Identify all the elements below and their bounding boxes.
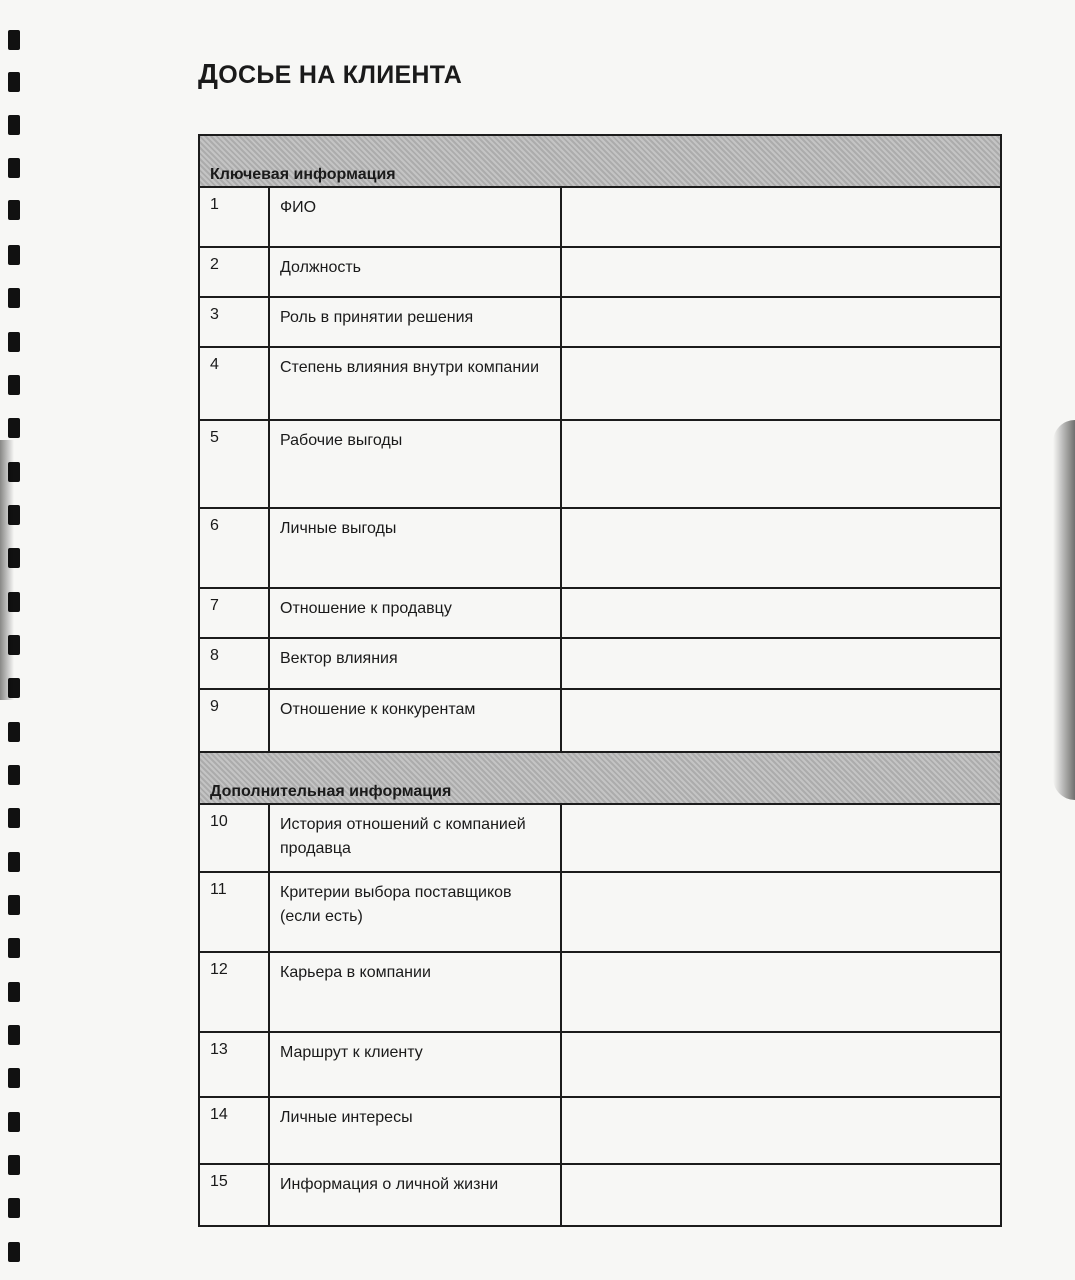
row-value-field[interactable] xyxy=(561,420,1001,508)
row-number: 7 xyxy=(199,588,269,638)
row-value-field[interactable] xyxy=(561,588,1001,638)
row-value-field[interactable] xyxy=(561,187,1001,247)
row-value-field[interactable] xyxy=(561,689,1001,752)
page-curl-shadow-left xyxy=(0,440,14,700)
table-row xyxy=(199,420,1001,508)
row-number: 6 xyxy=(199,508,269,588)
table-row xyxy=(199,247,1001,297)
row-label: Личные интересы xyxy=(269,1097,561,1164)
row-value-field[interactable] xyxy=(561,804,1001,872)
table-row xyxy=(199,1164,1001,1226)
table-row xyxy=(199,1097,1001,1164)
row-number: 4 xyxy=(199,347,269,420)
row-number: 12 xyxy=(199,952,269,1032)
table-row xyxy=(199,1032,1001,1097)
row-number: 5 xyxy=(199,420,269,508)
row-value-field[interactable] xyxy=(561,347,1001,420)
row-value-field[interactable] xyxy=(561,638,1001,689)
table-row xyxy=(199,297,1001,347)
row-label: Отношение к продавцу xyxy=(269,588,561,638)
table-row xyxy=(199,952,1001,1032)
row-number: 3 xyxy=(199,297,269,347)
section-title: Ключевая информация xyxy=(199,135,1001,187)
row-number: 10 xyxy=(199,804,269,872)
row-label: Роль в принятии решения xyxy=(269,297,561,347)
table-row xyxy=(199,187,1001,247)
section-header-additional xyxy=(199,752,1001,804)
row-number: 1 xyxy=(199,187,269,247)
row-label: Карьера в компании xyxy=(269,952,561,1032)
table-row xyxy=(199,508,1001,588)
row-label: Информация о личной жизни xyxy=(269,1164,561,1226)
row-label: Критерии выбора поставщиков (если есть) xyxy=(269,872,561,952)
row-value-field[interactable] xyxy=(561,952,1001,1032)
row-number: 8 xyxy=(199,638,269,689)
row-label: Отношение к конкурентам xyxy=(269,689,561,752)
row-number: 2 xyxy=(199,247,269,297)
row-value-field[interactable] xyxy=(561,1097,1001,1164)
section-title: Дополнительная информация xyxy=(199,752,1001,804)
table-row xyxy=(199,872,1001,952)
row-label: Степень влияния внутри компании xyxy=(269,347,561,420)
row-label: Личные выгоды xyxy=(269,508,561,588)
row-number: 9 xyxy=(199,689,269,752)
table-row xyxy=(199,804,1001,872)
row-value-field[interactable] xyxy=(561,297,1001,347)
row-number: 14 xyxy=(199,1097,269,1164)
table-row xyxy=(199,638,1001,689)
row-number: 11 xyxy=(199,872,269,952)
row-value-field[interactable] xyxy=(561,247,1001,297)
table-row xyxy=(199,588,1001,638)
page-title: ДОСЬЕ НА КЛИЕНТА xyxy=(198,58,463,89)
table-row xyxy=(199,689,1001,752)
section-header-key xyxy=(199,135,1001,187)
row-label: История отношений с компанией продавца xyxy=(269,804,561,872)
row-label: Должность xyxy=(269,247,561,297)
row-number: 15 xyxy=(199,1164,269,1226)
row-value-field[interactable] xyxy=(561,872,1001,952)
row-label: ФИО xyxy=(269,187,561,247)
row-number: 13 xyxy=(199,1032,269,1097)
page-curl-shadow-right xyxy=(1053,420,1075,800)
row-value-field[interactable] xyxy=(561,508,1001,588)
row-value-field[interactable] xyxy=(561,1032,1001,1097)
row-value-field[interactable] xyxy=(561,1164,1001,1226)
row-label: Вектор влияния xyxy=(269,638,561,689)
row-label: Рабочие выгоды xyxy=(269,420,561,508)
row-label: Маршрут к клиенту xyxy=(269,1032,561,1097)
table-row xyxy=(199,347,1001,420)
dossier-table xyxy=(198,134,1002,1227)
